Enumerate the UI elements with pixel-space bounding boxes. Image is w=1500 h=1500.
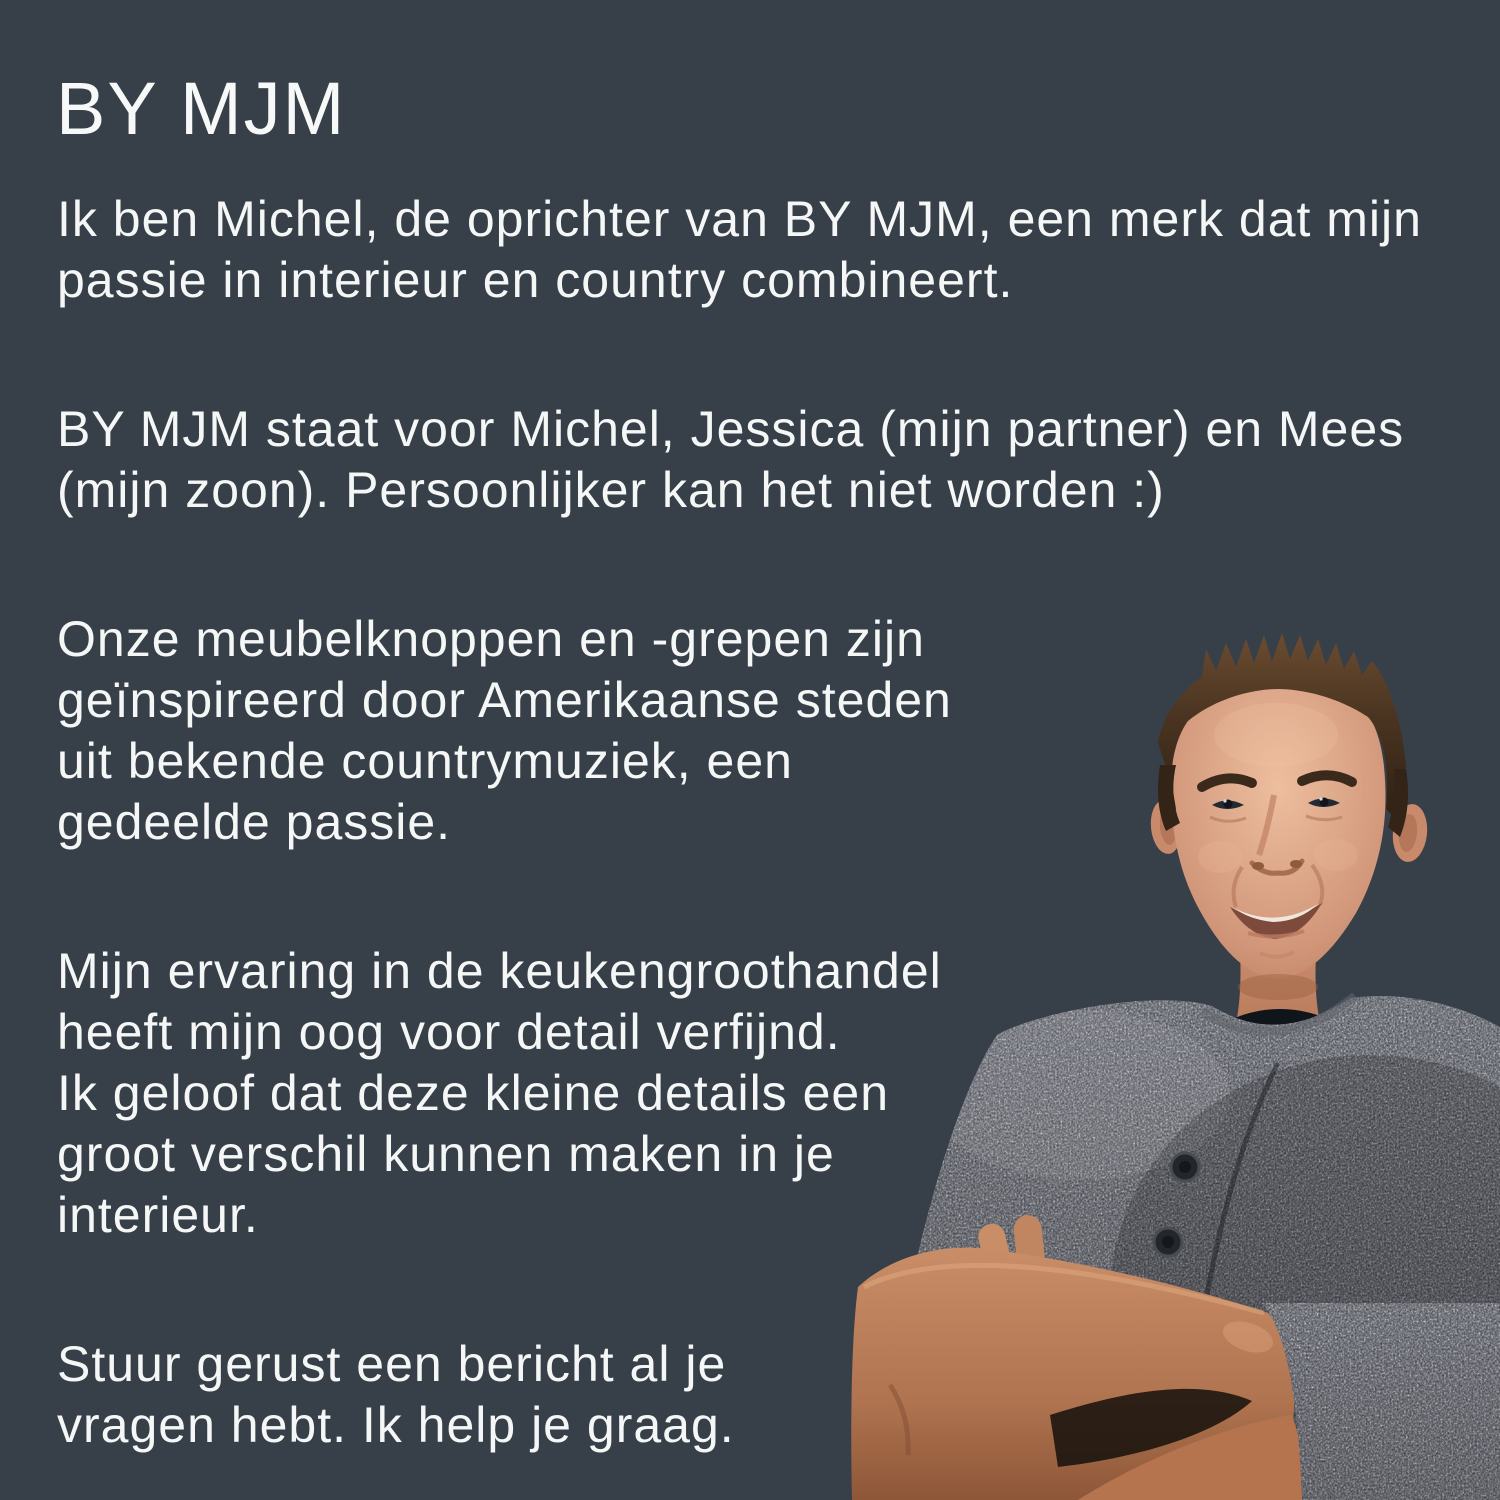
- paragraph-intro: [57, 189, 1457, 311]
- man-portrait: [850, 633, 1500, 1500]
- paragraph-name-meaning: [57, 399, 1457, 521]
- text-line: Ik geloof dat deze kleine details een: [57, 1065, 889, 1121]
- text-line: passie in interieur en country combineert.: [57, 252, 1014, 308]
- text-line: Onze meubelknoppen en -grepen zijn: [57, 611, 925, 667]
- text-line: Ik ben Michel, de oprichter van BY MJM, een merk dat mijn: [57, 191, 1422, 247]
- text-line: vragen hebt. Ik help je graag.: [57, 1397, 735, 1453]
- text-line: heeft mijn oog voor detail verfijnd.: [57, 1004, 841, 1060]
- text-line: Stuur gerust een bericht al je: [57, 1336, 727, 1392]
- text-line: BY MJM staat voor Michel, Jessica (mijn partner) en Mees: [57, 401, 1405, 457]
- text-line: interieur.: [57, 1187, 259, 1243]
- text-line: gedeelde passie.: [57, 794, 452, 850]
- portrait-photo: [850, 615, 1500, 1500]
- text-line: groot verschil kunnen maken in je: [57, 1126, 835, 1182]
- text-line: (mijn zoon). Persoonlijker kan het niet worden :): [57, 462, 1165, 518]
- text-line: geïnspireerd door Amerikaanse steden: [57, 672, 952, 728]
- text-line: uit bekende countrymuziek, een: [57, 733, 793, 789]
- page-title: BY MJM: [56, 67, 347, 150]
- text-line: Mijn ervaring in de keukengroothandel: [57, 943, 942, 999]
